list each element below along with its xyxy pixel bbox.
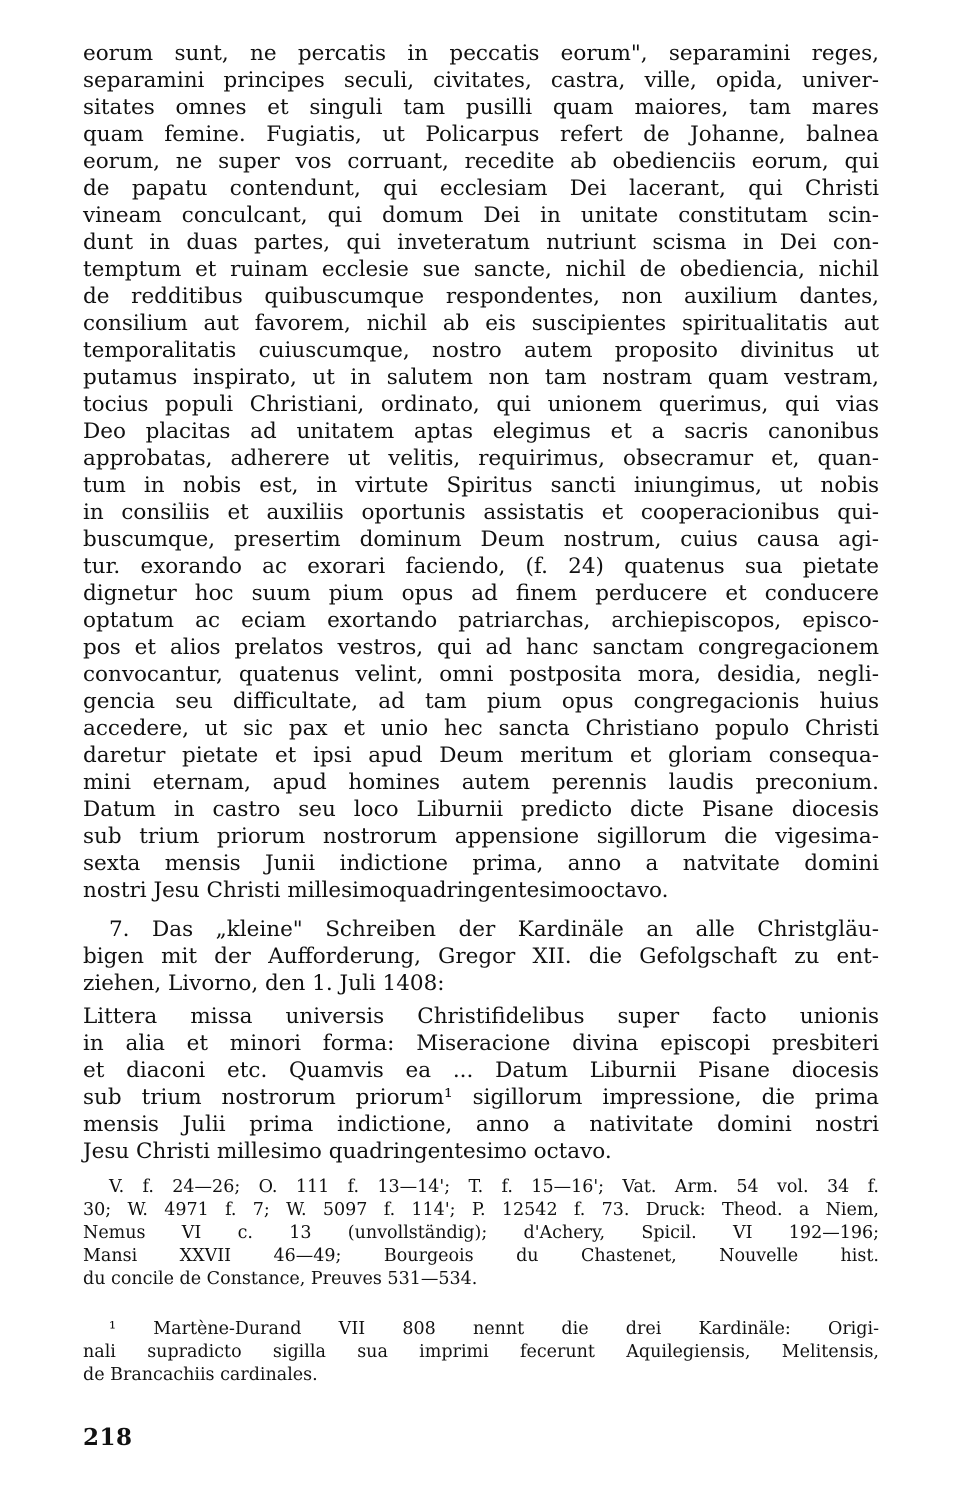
text-line: buscumque, presertim dominum Deum nostrum, cuius causa agi-	[83, 527, 879, 552]
heading-line: 7. Das „kleine" Schreiben der Kardinäle an alle Christgläu-	[109, 917, 879, 942]
letter-line: et diaconi etc. Quamvis ea ... Datum Liburnii Pisane diocesis	[83, 1058, 879, 1083]
text-line: eorum sunt, ne percatis in peccatis eorum", separamini reges,	[83, 41, 879, 66]
source-line: Mansi XXVII 46—49; Bourgeois du Chastenet, Nouvelle hist.	[83, 1246, 879, 1266]
footnote-line: nali supradicto sigilla sua imprimi fecerunt Aquilegiensis, Melitensis,	[83, 1342, 879, 1362]
text-line: de papatu contendunt, qui ecclesiam Dei lacerant, qui Christi	[83, 176, 879, 201]
text-line: temporalitatis cuiuscumque, nostro autem proposito divinitus ut	[83, 338, 879, 363]
heading-line: ziehen, Livorno, den 1. Juli 1408:	[83, 971, 445, 996]
text-line: approbatas, adherere ut velitis, requirimus, obsecramur et, quan-	[83, 446, 879, 471]
letter-line: Jesu Christi millesimo quadringentesimo octavo.	[83, 1139, 612, 1164]
text-line: Datum in castro seu loco Liburnii predicto dicte Pisane diocesis	[83, 797, 879, 822]
footnote-line: de Brancachiis cardinales.	[83, 1365, 318, 1385]
page-number: 218	[83, 1424, 133, 1451]
text-line: quam femine. Fugiatis, ut Policarpus refert de Johanne, balnea	[83, 122, 879, 147]
text-line: tocius populi Christiani, ordinato, qui unionem querimus, qui vias	[83, 392, 879, 417]
text-line: Deo placitas ad unitatem aptas elegimus et a sacris canonibus	[83, 419, 879, 444]
text-line: dignetur hoc suum pium opus ad finem perducere et conducere	[83, 581, 879, 606]
text-line: sitates omnes et singuli tam pusilli quam maiores, tam mares	[83, 95, 879, 120]
letter-line: in alia et minori forma: Miseracione divina episcopi presbiteri	[83, 1031, 879, 1056]
text-line: dunt in duas partes, qui inveteratum nutriunt scisma in Dei con-	[83, 230, 879, 255]
text-line: mini eternam, apud homines autem perennis laudis preconium.	[83, 770, 879, 795]
heading-line: bigen mit der Aufforderung, Gregor XII. die Gefolgschaft zu ent-	[83, 944, 879, 969]
source-line: 30; W. 4971 f. 7; W. 5097 f. 114'; P. 12542 f. 73. Druck: Theod. a Niem,	[83, 1200, 879, 1220]
text-line: nostri Jesu Christi millesimoquadringentesimooctavo.	[83, 878, 669, 903]
text-line: sexta mensis Junii indictione prima, anno a natvitate domini	[83, 851, 879, 876]
text-line: tur. exorando ac exorari faciendo, (f. 24) quatenus sua pietate	[83, 554, 879, 579]
text-line: vineam conculcant, qui domum Dei in unitate constitutam scin-	[83, 203, 879, 228]
text-line: gencia seu difficultate, ad tam pium opus congregacionis huius	[83, 689, 879, 714]
text-line: tum in nobis est, in virtute Spiritus sancti iniungimus, ut nobis	[83, 473, 879, 498]
text-line: de redditibus quibuscumque respondentes, non auxilium dantes,	[83, 284, 879, 309]
letter-line: mensis Julii prima indictione, anno a nativitate domini nostri	[83, 1112, 879, 1137]
letter-line: sub trium nostrorum priorum¹ sigillorum impressione, die prima	[83, 1085, 879, 1110]
text-line: accedere, ut sic pax et unio hec sancta Christiano populo Christi	[83, 716, 879, 741]
source-line: V. f. 24—26; O. 111 f. 13—14'; T. f. 15—16'; Vat. Arm. 54 vol. 34 f.	[109, 1177, 879, 1197]
letter-line: Littera missa universis Christifidelibus super facto unionis	[83, 1004, 879, 1029]
text-line: daretur pietate et ipsi apud Deum meritum et gloriam consequa-	[83, 743, 879, 768]
text-line: pos et alios prelatos vestros, qui ad hanc sanctam congregacionem	[83, 635, 879, 660]
text-line: eorum, ne super vos corruant, recedite ab obedienciis eorum, qui	[83, 149, 879, 174]
text-line: separamini principes seculi, civitates, castra, ville, opida, univer-	[83, 68, 879, 93]
source-line: Nemus VI c. 13 (unvollständig); d'Achery, Spicil. VI 192—196;	[83, 1223, 879, 1243]
text-line: optatum ac eciam exortando patriarchas, archiepiscopos, episco-	[83, 608, 879, 633]
text-line: consilium aut favorem, nichil ab eis suscipientes spiritualitatis aut	[83, 311, 879, 336]
source-line: du concile de Constance, Preuves 531—534.	[83, 1269, 478, 1289]
text-line: convocantur, quatenus velint, omni postposita mora, desidia, negli-	[83, 662, 879, 687]
footnote-line: ¹ Martène-Durand VII 808 nennt die drei Kardinäle: Origi-	[109, 1319, 879, 1339]
text-line: sub trium priorum nostrorum appensione sigillorum die vigesima-	[83, 824, 879, 849]
text-line: in consiliis et auxiliis oportunis assistatis et cooperacionibus qui-	[83, 500, 879, 525]
text-line: temptum et ruinam ecclesie sue sancte, nichil de obediencia, nichil	[83, 257, 879, 282]
text-line: putamus inspirato, ut in salutem non tam nostram quam vestram,	[83, 365, 879, 390]
